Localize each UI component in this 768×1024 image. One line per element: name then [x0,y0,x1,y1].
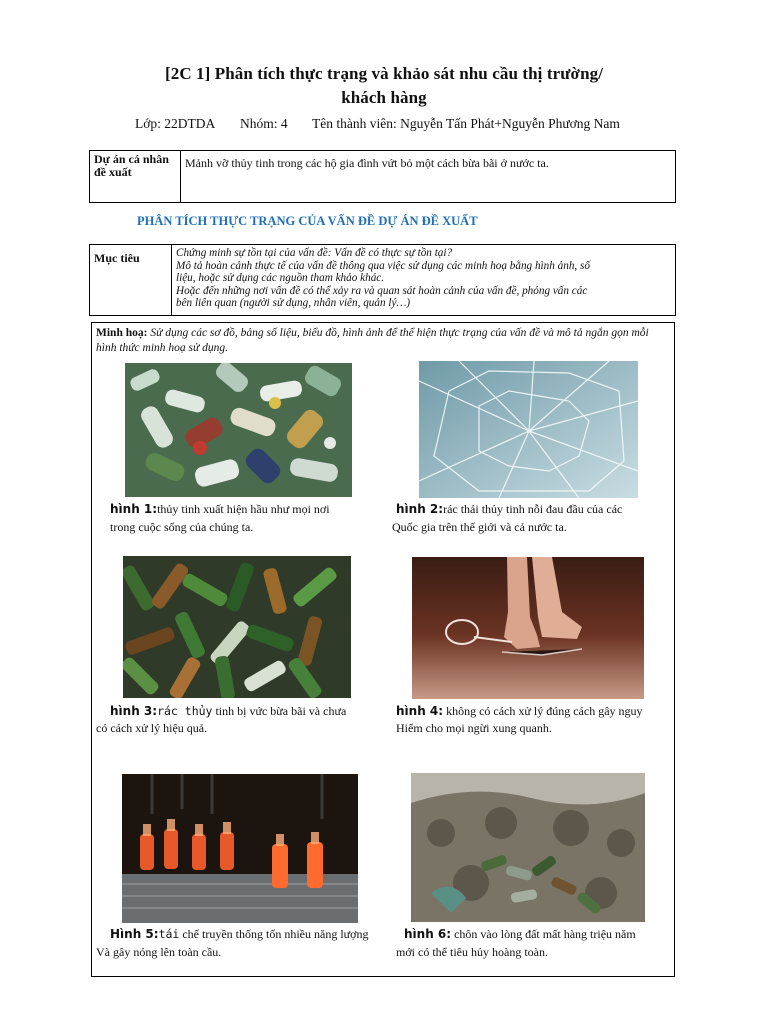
proposal-label-cell [90,151,181,203]
caption-figure-4: hình 4: không có cách xử lý đúng cách gây nguy [396,704,643,718]
goals-text [172,245,676,316]
proposal-text: Mảnh vỡ thủy tinh trong các hộ gia đình vứt bỏ một cách bừa bãi ở nước ta. [181,151,676,203]
caption-figure-3: hình 3:rác thủy tinh bị vức bừa bãi và chưa [110,704,347,718]
photo-glass-factory [122,774,358,923]
proposal-table [89,150,676,203]
goals-label-cell [90,245,172,316]
page-title: [2C 1] Phân tích thực trạng và khảo sát nhu cầu thị trường/ [164,64,604,83]
illustration-label: Minh hoạ: [96,327,148,339]
section-heading: PHÂN TÍCH THỰC TRẠNG CỦA VẤN ĐỀ DỰ ÁN ĐỀ XUẤT [137,214,478,228]
class-label: Lớp: 22DTDA [135,116,216,131]
photo-dumped-bottles [123,556,351,698]
photo-shattered-glass [419,361,638,498]
photo-feet-broken-glass [412,557,644,699]
goals-table [89,244,676,316]
caption-figure-5: Hình 5:tái chế truyền thống tốn nhiều năng lượng [110,927,369,941]
caption-figure-3-line2: có cách xử lý hiệu quả. [96,721,208,735]
members-label: Tên thành viên: Nguyễn Tấn Phát+Nguyễn Phương Nam [312,116,620,131]
page-title-continued: khách hàng [341,88,427,107]
goal-line: liệu, hoặc sử dụng các nguồn tham khảo khác. [176,272,385,284]
goal-line: Mô tả hoàn cảnh thực tế của vấn đề thông qua việc sử dụng các minh hoạ bằng hình ảnh, số [176,259,590,272]
goal-line: bên liên quan (người sử dụng, nhân viên, quản lý…) [176,297,411,309]
illustration-intro [96,326,672,356]
caption-figure-4-line2: Hiểm cho mọi ngừi xung quanh. [396,721,552,735]
caption-figure-1-line2: trong cuộc sống của chúng ta. [110,520,254,534]
caption-figure-6: hình 6: chôn vào lòng đất mất hàng triệu năm [404,927,636,941]
proposal-label: Dự án cá nhân [94,152,169,166]
goal-line: Hoặc đến những nơi vấn đề có thể xảy ra và quan sát hoàn cảnh của vấn đề, phỏng vấn các [176,284,588,297]
goals-label: Mục tiêu [94,251,140,265]
proposal-label-2: đề xuất [94,165,132,179]
caption-figure-5-line2: Và gây nóng lên toàn cầu. [96,945,222,959]
caption-figure-1: hình 1:thủy tinh xuất hiện hầu như mọi nơi [110,502,330,516]
caption-figure-2-line2: Quốc gia trên thế giới và cả nước ta. [392,520,567,534]
caption-figure-2: hình 2:rác thải thủy tinh nỗi đau đầu của các [396,502,623,516]
photo-landfill [411,773,645,922]
photo-glass-bottles-pile [125,363,352,497]
illustration-text: Sử dụng các sơ đồ, bảng số liệu, biểu đồ, hình ảnh để thể hiện thực trạng của vấn đề và mô tả ngắn gọn mỗi hình thức minh hoạ sử dụng. [96,327,649,354]
goal-line: Chứng minh sự tồn tại của vấn đề: Vấn đề có thực sự tồn tại? [176,247,453,259]
group-label: Nhóm: 4 [240,116,288,131]
caption-figure-6-line2: mới có thể tiêu hủy hoàng toàn. [396,945,548,959]
